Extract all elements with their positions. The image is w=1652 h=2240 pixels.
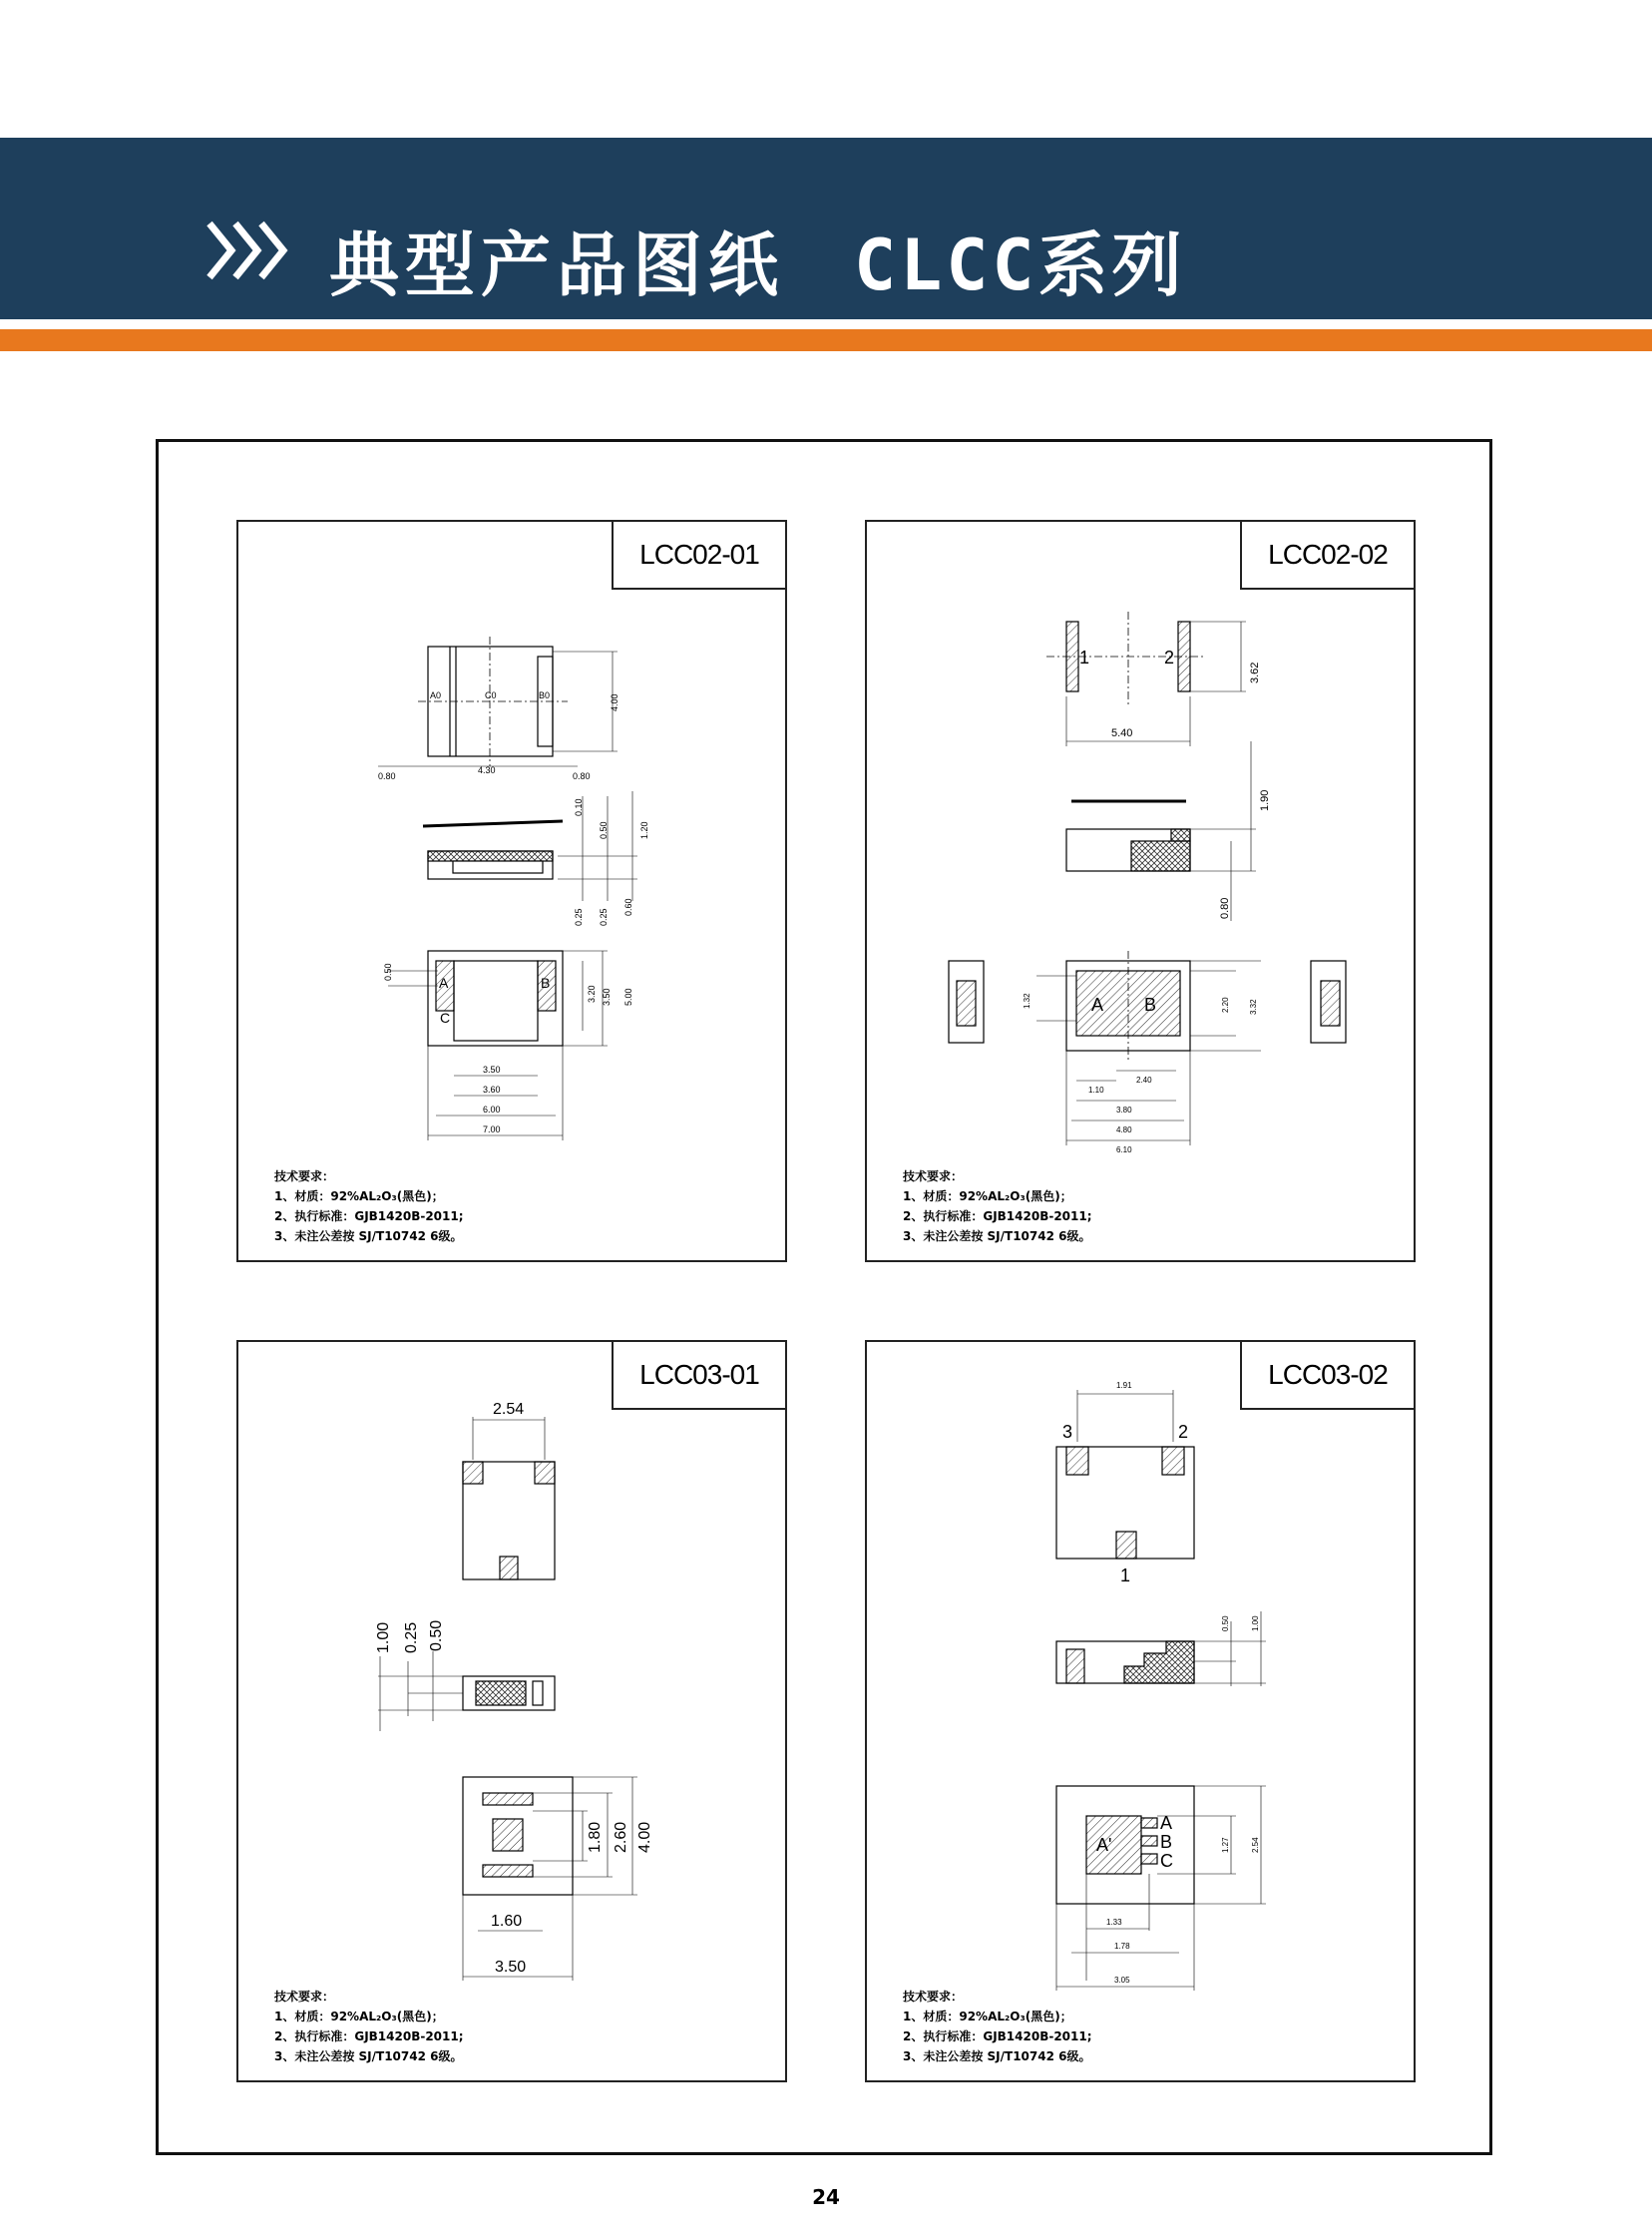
note-line: 技术要求： (903, 1990, 964, 2004)
pad-tag: C (440, 1010, 451, 1026)
panel-label: LCC03-01 (612, 1340, 787, 1410)
dimension-label: 0.10 (574, 798, 584, 816)
dimension-label: 1.00 (375, 1621, 392, 1653)
dimension-label: 6.00 (483, 1105, 501, 1115)
dimension-label: 1.90 (1259, 789, 1271, 811)
page-title (329, 210, 1186, 310)
pin-tag: 3 (1062, 1422, 1073, 1442)
dimension-label: 1.20 (639, 821, 649, 839)
dimension-label: 1.91 (1116, 1381, 1132, 1390)
page-title-main: 典型产品图纸 (329, 224, 784, 306)
dimension-label: 1.80 (587, 1821, 604, 1853)
dimension-label: 3.62 (1249, 662, 1261, 683)
header-accent-stripe (0, 329, 1652, 351)
technical-notes (903, 1166, 1092, 1246)
dimension-label: 3.05 (1114, 1976, 1130, 1985)
note-line: 2、执行标准：GJB1420B-2011; (903, 1209, 1092, 1223)
note-line: 技术要求： (274, 1990, 335, 2004)
dimension-label: 1.27 (1221, 1837, 1230, 1853)
pin-tag: 2 (1178, 1422, 1189, 1442)
dimension-label: 3.50 (602, 988, 612, 1006)
dimension-label: 5.00 (623, 988, 633, 1006)
dimension-label: 5.40 (1111, 727, 1133, 739)
dimension-label: 0.50 (428, 1619, 445, 1651)
dimension-label: 0.60 (623, 898, 633, 916)
dimension-label: 4.00 (610, 693, 620, 711)
pin-tag: 1 (1079, 648, 1090, 668)
technical-notes (274, 1987, 464, 2066)
dimension-label: 0.80 (573, 771, 591, 781)
dimension-label: 0.50 (383, 963, 393, 981)
dimension-label: 3.80 (1116, 1106, 1132, 1115)
dimension-label: 3.32 (1249, 999, 1258, 1015)
note-line: 3、未注公差按 SJ/T10742 6级。 (274, 2049, 463, 2063)
technical-drawing-lcc02-01 (238, 522, 785, 1260)
technical-drawing-lcc03-01 (238, 1342, 785, 2080)
panel-label: LCC02-02 (1240, 520, 1416, 590)
panel-label: LCC03-02 (1240, 1340, 1416, 1410)
dimension-label: 0.25 (599, 908, 609, 926)
note-line: 3、未注公差按 SJ/T10742 6级。 (274, 1229, 463, 1243)
pad-tag: A' (1096, 1835, 1112, 1855)
pad-tag: C (1160, 1851, 1173, 1871)
dimension-label: 2.54 (493, 1401, 525, 1418)
dimension-label: 0.80 (378, 771, 396, 781)
dimension-label: 2.54 (1251, 1837, 1260, 1853)
note-line: 2、执行标准：GJB1420B-2011; (274, 2029, 464, 2043)
drawing-panel-lcc02-02 (865, 520, 1416, 1262)
note-line: 2、执行标准：GJB1420B-2011; (274, 1209, 464, 1223)
dimension-label: 4.00 (636, 1821, 653, 1853)
pad-tag: B (541, 975, 551, 991)
pad-tag: C0 (485, 690, 497, 700)
note-line: 3、未注公差按 SJ/T10742 6级。 (903, 1229, 1091, 1243)
dimension-label: 2.20 (1221, 997, 1230, 1013)
page-title-series: CLCC系列 (854, 224, 1186, 306)
technical-drawing-lcc03-02 (867, 1342, 1414, 2080)
note-line: 技术要求： (274, 1169, 335, 1183)
dimension-label: 3.20 (587, 985, 597, 1003)
note-line: 2、执行标准：GJB1420B-2011; (903, 2029, 1092, 2043)
dimension-label: 0.50 (599, 821, 609, 839)
dimension-label: 1.60 (491, 1913, 523, 1930)
drawing-panel-lcc02-01 (236, 520, 787, 1262)
dimension-label: 3.50 (495, 1959, 527, 1976)
drawing-frame (156, 439, 1492, 2155)
dimension-label: 0.50 (1221, 1615, 1230, 1631)
dimension-label: 1.00 (1251, 1615, 1260, 1631)
dimension-label: 2.40 (1136, 1076, 1152, 1085)
note-line: 1、材质：92%AL₂O₃(黑色)； (274, 2010, 444, 2023)
dimension-label: 3.60 (483, 1085, 501, 1095)
note-line: 1、材质：92%AL₂O₃(黑色)； (274, 1189, 444, 1203)
dimension-label: 6.10 (1116, 1145, 1132, 1154)
panel-label: LCC02-01 (612, 520, 787, 590)
pad-tag: B (1144, 995, 1157, 1015)
dimension-label: 0.25 (403, 1621, 420, 1653)
pad-tag: B0 (539, 690, 551, 700)
dimension-label: 4.30 (478, 765, 496, 775)
technical-drawing-lcc02-02 (867, 522, 1414, 1260)
pin-tag: 1 (1120, 1566, 1131, 1585)
dimension-label: 1.78 (1114, 1942, 1130, 1951)
pad-tag: A (1160, 1813, 1173, 1833)
note-line: 1、材质：92%AL₂O₃(黑色)； (903, 2010, 1072, 2023)
note-line: 3、未注公差按 SJ/T10742 6级。 (903, 2049, 1091, 2063)
dimension-label: 1.10 (1088, 1086, 1104, 1095)
note-line: 1、材质：92%AL₂O₃(黑色)； (903, 1189, 1072, 1203)
pin-tag: 2 (1164, 648, 1175, 668)
pad-tag: A (439, 975, 449, 991)
dimension-label: 0.80 (1219, 897, 1231, 919)
drawing-panel-lcc03-01 (236, 1340, 787, 2082)
dimension-label: 1.33 (1106, 1918, 1122, 1927)
technical-notes (274, 1166, 464, 1246)
page-number: 24 (812, 2185, 840, 2209)
dimension-label: 3.50 (483, 1065, 501, 1075)
drawing-panel-lcc03-02 (865, 1340, 1416, 2082)
pad-tag: B (1160, 1832, 1173, 1852)
dimension-label: 7.00 (483, 1124, 501, 1134)
technical-notes (903, 1987, 1092, 2066)
pad-tag: A (1091, 995, 1104, 1015)
dimension-label: 0.25 (574, 908, 584, 926)
pad-tag: A0 (430, 690, 442, 700)
dimension-label: 1.32 (1023, 993, 1032, 1009)
triple-chevron-right-icon (206, 216, 295, 285)
dimension-label: 4.80 (1116, 1125, 1132, 1134)
note-line: 技术要求： (903, 1169, 964, 1183)
dimension-label: 2.60 (613, 1821, 629, 1853)
